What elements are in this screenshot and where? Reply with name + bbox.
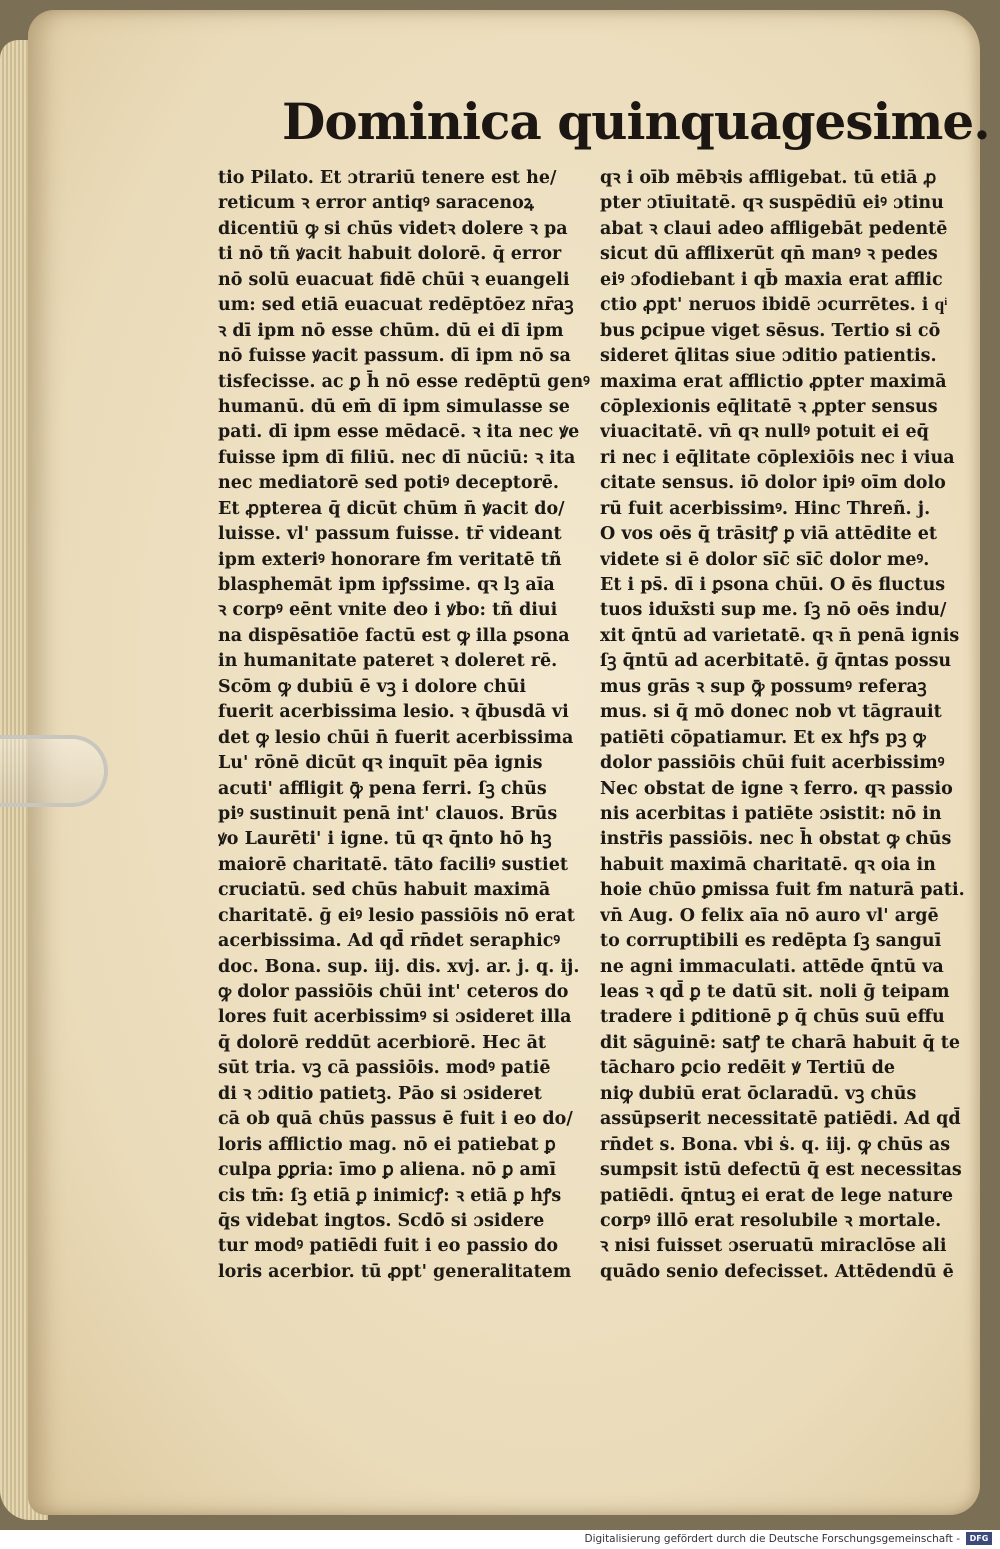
text-line: doc. Bona. sup. iij. dis. xvj. ar. j. q. ij.: [218, 956, 580, 977]
text-line: patiēti cōpatiamur. Et ex hꝭs pꝫ ꝙ: [600, 727, 926, 748]
text-line: nō solū euacuat fidē chūi ꝛ euangeli: [218, 269, 570, 290]
text-line: tur modꝰ patiēdi fuit i eo passio do: [218, 1236, 559, 1257]
text-line: pter ɔtīuitatē. qꝛ suspēdiū eiꝰ ɔtinu: [600, 193, 944, 214]
text-line: ctio ꝓpt' neruos ibidē ɔcurrētes. i qͥ: [600, 295, 948, 316]
text-line: sideret q̄litas siue ɔditio patientis.: [600, 346, 937, 367]
text-line: Et ꝓpterea q̄ dicūt chūm n̄ ꝟacit do/: [218, 498, 565, 519]
text-line: maiorē charitatē. tāto faciliꝰ sustiet: [218, 854, 568, 875]
text-line: acerbissima. Ad qd̄ rn̄det seraphicꝰ: [218, 931, 561, 952]
dfg-logo: DFG: [966, 1532, 992, 1545]
text-line: tradere i ꝑditionē ꝑ q̄ chūs suū effu: [600, 1007, 945, 1028]
text-line: ꝛ dī ipm nō esse chūm. dū ei dī ipm: [218, 320, 564, 341]
text-line: Lu' rōnē dicūt qꝛ inquīt pēa ignis: [218, 753, 543, 774]
text-line: xit q̄ntū ad varietatē. qꝛ n̄ penā ignis: [600, 625, 960, 646]
text-line: ipm exteriꝰ honorare ẜm veritatē tñ: [218, 549, 562, 570]
text-line: dit sāguinē: satꝭ te charā habuit q̄ te: [600, 1032, 961, 1053]
text-line: q̄s videbat ingtos. Scdō si ɔsidere: [218, 1210, 545, 1231]
text-line: charitatē. ḡ eiꝰ lesio passiōis nō erat: [218, 905, 575, 926]
text-line: sicut dū afflixerūt qn̄ manꝰ ꝛ pedes: [600, 244, 938, 265]
text-line: Nec obstat de igne ꝛ ferro. qꝛ passio: [600, 778, 953, 799]
text-line: rū fuit acerbissimꝰ. Hinc Threñ. j.: [600, 498, 931, 519]
text-line: di ꝛ ɔditio patietꝫ. Pāo si ɔsideret: [218, 1083, 542, 1104]
text-line: cis tm̄: ſꝫ etiā ꝑ inimicꝭ: ꝛ etiā ꝑ hꝭs: [218, 1185, 562, 1206]
text-line: bus ꝑcipue viget sēsus. Tertio si cō: [600, 320, 941, 341]
text-line: dicentiū ꝙ si chūs videtꝛ dolere ꝛ pa: [218, 218, 568, 239]
text-line: nec mediatorē sed potiꝰ deceptorē.: [218, 473, 560, 494]
text-line: mus. si q̄ mō donec nob vt tāgrauit: [600, 702, 942, 723]
text-line: qꝛ i oīb mēbꝛis affligebat. tū etiā ꝓ: [600, 168, 937, 188]
text-line: ſꝫ q̄ntū ad acerbitatē. ḡ q̄ntas possu: [600, 651, 952, 672]
text-column-left: [218, 166, 590, 1285]
text-line: um: sed etiā euacuat redēptōez nr̄aꝫ: [218, 295, 574, 316]
text-line: in humanitate pateret ꝛ doleret rē.: [218, 651, 558, 672]
text-line: ti nō tñ ꝟacit habuit dolorē. q̄ error: [218, 244, 562, 265]
text-line: humanū. dū em̄ dī ipm simulasse se: [218, 396, 570, 417]
text-line: corpꝰ illō erat resolubile ꝛ mortale.: [600, 1210, 942, 1231]
text-line: citate sensus. iō dolor ipiꝰ oīm dolo: [600, 473, 946, 494]
text-line: fuerit acerbissima lesio. ꝛ q̄busdā vi: [218, 702, 569, 723]
text-line: vn̄ Aug. O felix aīa nō auro vl' argē: [600, 905, 939, 926]
text-line: ꝙ dolor passiōis chūi int' ceteros do: [218, 982, 569, 1002]
text-line: tācharo ꝑcio redēit ꝟ Tertiū de: [600, 1058, 896, 1079]
text-line: ne agni immaculati. attēde q̄ntū va: [600, 956, 944, 977]
text-column-right: [600, 166, 970, 1285]
text-line: tisfecisse. ac ꝑ h̄ nō esse redēptū genꝰ: [218, 371, 590, 392]
text-line: piꝰ sustinuit penā int' clauos. Brūs: [218, 803, 558, 824]
text-line: loris acerbior. tū ꝓpt' generalitatem: [218, 1261, 572, 1282]
text-line: viuacitatē. vn̄ qꝛ nullꝰ potuit ei eq̄: [600, 422, 929, 443]
footer-credit: Digitalisierung gefördert durch die Deutsche Forschungsgemeinschaft -: [584, 1533, 960, 1545]
text-line: instr̄is passiōis. nec h̄ obstat ꝙ chūs: [600, 829, 952, 850]
text-line: loris afflictio mag. nō ei patiebat ꝑ: [218, 1134, 556, 1155]
text-line: cruciatū. sed chūs habuit maximā: [218, 880, 551, 901]
text-line: tio Pilato. Et ɔtrariū tenere est he/: [218, 168, 557, 188]
text-line: pati. dī ipm esse mēdacē. ꝛ ita nec ꝟe: [218, 422, 580, 443]
text-line: det ꝙ lesio chūi n̄ fuerit acerbissima: [218, 727, 574, 748]
text-line: cā ob quā chūs passus ē fuit i eo do/: [218, 1109, 573, 1130]
text-line: luisse. vl' passum fuisse. tr̄ videant: [218, 524, 562, 545]
text-line: acuti' affligit ꝙ̄ pena ferri. ſꝫ chūs: [218, 778, 547, 799]
text-line: nis acerbitas i patiēte ɔsistit: nō in: [600, 803, 942, 824]
text-line: videte si ē dolor sīc̄ sīc̄ dolor meꝰ.: [600, 549, 930, 570]
text-line: ri nec i eq̄litate cōplexiōis nec i viua: [600, 447, 955, 468]
text-line: nō fuisse ꝟacit passum. dī ipm nō sa: [218, 346, 571, 367]
text-line: blasphemāt ipm ipꝭssime. qꝛ lꝫ aīa: [218, 575, 555, 595]
text-line: ꝟo Laurēti' i igne. tū qꝛ q̄nto hō hꝫ: [218, 829, 552, 850]
text-line: na dispēsatiōe factū est ꝙ illa ꝑsona: [218, 625, 570, 646]
text-line: sūt tria. vꝫ cā passiōis. modꝰ patiē: [218, 1058, 551, 1079]
text-line: lores fuit acerbissimꝰ si ɔsideret illa: [218, 1007, 572, 1028]
text-line: Scōm ꝙ dubiū ē vꝫ i dolore chūi: [218, 676, 527, 697]
text-line: q̄ dolorē reddūt acerbiorē. Hec āt: [218, 1032, 547, 1053]
text-line: eiꝰ ɔfodiebant i qb̄ maxia erat afflic: [600, 269, 943, 290]
text-line: quādo senio defecisset. Attēdendū ē: [600, 1261, 954, 1282]
text-line: culpa ꝑꝑria: īmo ꝑ aliena. nō ꝑ amī: [218, 1160, 557, 1181]
text-line: habuit maximā charitatē. qꝛ oia in: [600, 854, 936, 875]
text-line: assūpserit necessitatē patiēdi. Ad qd̄: [600, 1109, 961, 1130]
text-line: fuisse ipm dī filiū. nec dī nūciū: ꝛ ita: [218, 447, 576, 468]
text-line: niꝙ dubiū erat ōclaradū. vꝫ chūs: [600, 1083, 917, 1104]
text-line: to corruptibili es redēpta ſꝫ sanguī: [600, 931, 942, 952]
text-line: rn̄det s. Bona. vbi ṡ. q. iij. ꝙ chūs as: [600, 1134, 951, 1155]
text-line: reticum ꝛ error antiqꝰ saracenoꝝ: [218, 193, 534, 214]
text-line: cōplexionis eq̄litatē ꝛ ꝓpter sensus: [600, 396, 938, 417]
text-line: ꝛ nisi fuisset ɔseruatū miraclōse ali: [600, 1236, 947, 1257]
text-line: dolor passiōis chūi fuit acerbissimꝰ: [600, 753, 945, 774]
text-line: hoie chūo ꝑmissa fuit ẜm naturā pati.: [600, 880, 965, 901]
text-line: O vos oēs q̄ trāsitꝭ ꝑ viā attēdite et: [600, 524, 937, 545]
text-line: ꝛ corpꝰ eēnt vnite deo i ꝟbo: tñ diui: [218, 600, 558, 621]
text-line: patiēdi. q̄ntuꝫ ei erat de lege nature: [600, 1185, 953, 1206]
text-line: abat ꝛ claui adeo affligebāt pedentē: [600, 218, 948, 239]
page-title: Dominica quinquagesime.: [282, 92, 990, 151]
text-line: sumpsit istū defectū q̄ est necessitas: [600, 1160, 962, 1181]
text-line: leas ꝛ qd̄ ꝑ te datū sit. noli ḡ teipam: [600, 982, 950, 1002]
text-line: mus grās ꝛ sup ꝙ̄ possumꝰ referaꝫ: [600, 676, 927, 697]
text-line: maxima erat afflictio ꝓpter maximā: [600, 371, 947, 392]
text-line: Et i ps̄. dī i ꝑsona chūi. O ēs fluctus: [600, 575, 946, 595]
bookmark-clip: [0, 735, 108, 807]
text-line: tuos idux̄sti sup me. ſꝫ nō oēs indu/: [600, 600, 947, 621]
